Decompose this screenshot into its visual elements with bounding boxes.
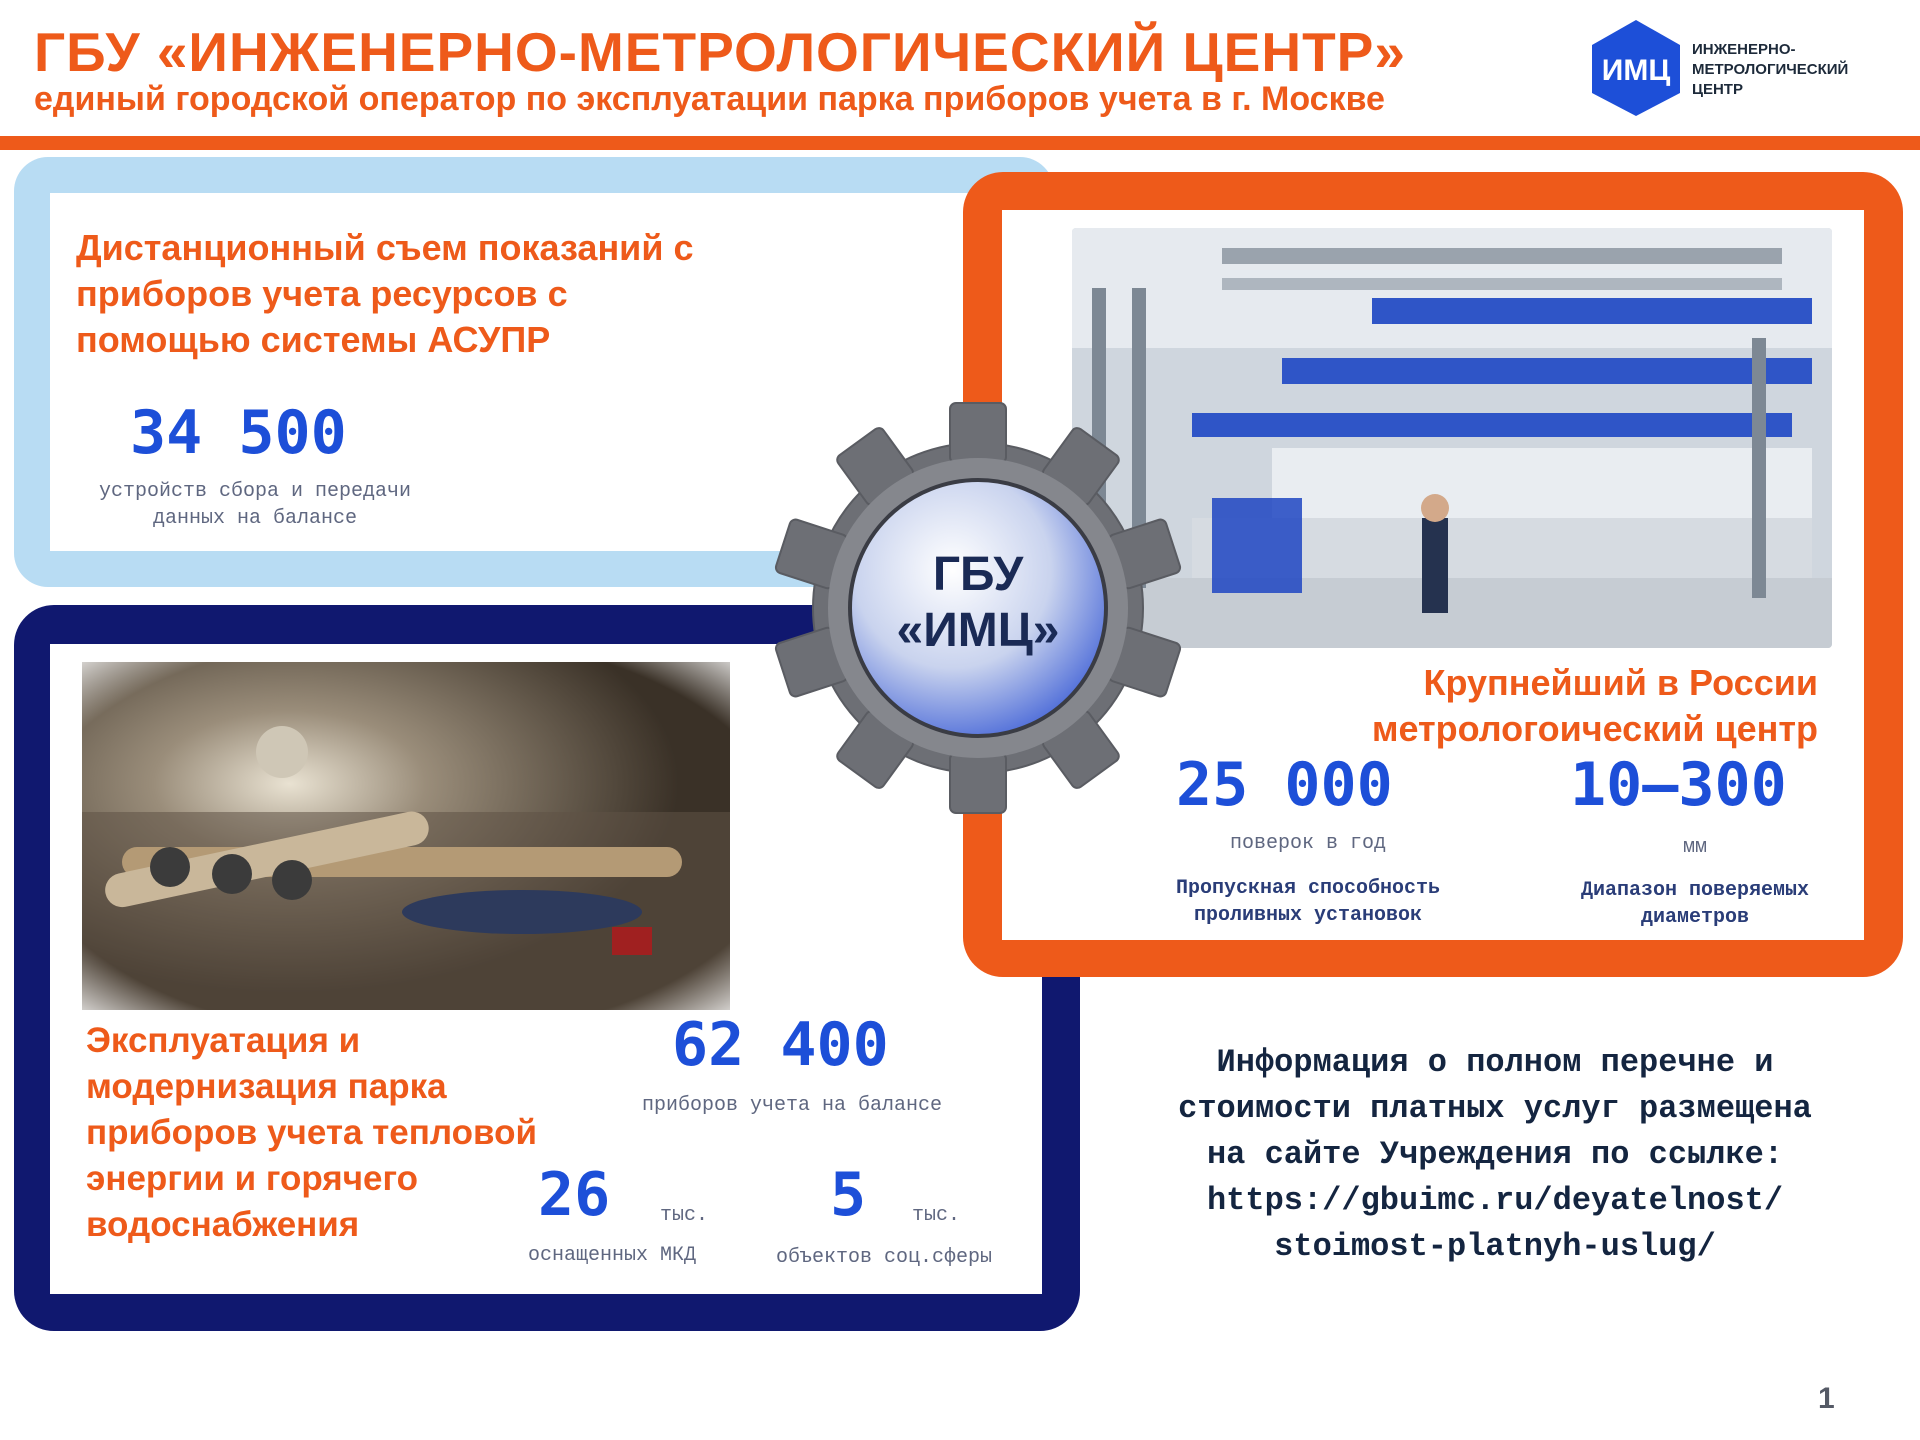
- info-link-line[interactable]: stoimost-platnyh-uslug/: [1274, 1228, 1716, 1265]
- metrology-stat2-value: 10–300: [1570, 750, 1787, 820]
- metrology-stat1-caption: [1148, 875, 1468, 929]
- logo-line: ИНЖЕНЕРНО-: [1692, 41, 1796, 58]
- remote-reading-stat-value: 34 500: [130, 398, 347, 468]
- logo-mark: ИМЦ: [1601, 54, 1671, 87]
- operation-stat3-caption: объектов соц.сферы: [776, 1246, 993, 1269]
- heading-line: энергии и горячего: [86, 1159, 419, 1198]
- heading-line: Дистанционный съем показаний с: [76, 227, 694, 268]
- header-divider: [0, 136, 1920, 150]
- gear-line-1: ГБУ: [932, 548, 1024, 601]
- operation-stat1-value: 62 400: [672, 1010, 889, 1080]
- info-line: на сайте Учреждения по ссылке:: [1206, 1136, 1784, 1173]
- caption-line: Диапазон поверяемых: [1580, 879, 1810, 902]
- heading-line: приборов учета ресурсов с: [76, 273, 568, 314]
- remote-reading-stat-caption: [60, 478, 450, 532]
- operation-stat2-unit: тыс.: [660, 1204, 709, 1227]
- logo-line: ЦЕНТР: [1692, 81, 1743, 98]
- caption-line: проливных установок: [1193, 904, 1423, 927]
- metrology-stat1-unit: поверок в год: [1229, 832, 1387, 855]
- operation-stat1-caption: приборов учета на балансе: [641, 1094, 943, 1117]
- info-line: Информация о полном перечне и: [1216, 1044, 1774, 1081]
- remote-reading-heading: [76, 225, 693, 363]
- metrology-stat1-value: 25 000: [1176, 750, 1393, 820]
- info-line: стоимости платных услуг размещена: [1178, 1090, 1812, 1127]
- page-subtitle: единый городской оператор по эксплуатации парка приборов учета в г. Москве: [34, 80, 1385, 118]
- operation-heading: [86, 1018, 537, 1248]
- caption-line: Пропускная способность: [1175, 877, 1441, 900]
- info-link-line[interactable]: https://gbuimc.ru/deyatelnost/: [1206, 1182, 1784, 1219]
- heading-line: модернизация парка: [86, 1067, 447, 1106]
- gbu-gear-emblem: [768, 398, 1188, 818]
- heading-line: помощью системы АСУПР: [76, 319, 551, 360]
- caption-line: диаметров: [1640, 906, 1750, 929]
- operation-stat2-value: 26: [538, 1160, 611, 1230]
- metrology-heading: [1200, 660, 1818, 752]
- logo-line: МЕТРОЛОГИЧЕСКИЙ: [1692, 61, 1849, 78]
- page-title: ГБУ «ИНЖЕНЕРНО-МЕТРОЛОГИЧЕСКИЙ ЦЕНТР»: [34, 21, 1406, 83]
- heading-line: Эксплуатация и: [86, 1021, 361, 1060]
- heading-line: водоснабжения: [86, 1205, 360, 1244]
- operation-stat2-caption: оснащенных МКД: [528, 1244, 697, 1267]
- caption-line: данных на балансе: [152, 507, 358, 530]
- page-number: 1: [1818, 1382, 1835, 1415]
- operation-stat3-value: 5: [830, 1160, 867, 1230]
- gear-line-2: «ИМЦ»: [896, 604, 1060, 657]
- metrology-stat2-caption: [1540, 877, 1850, 931]
- caption-line: устройств сбора и передачи: [98, 480, 412, 503]
- heading-line: приборов учета тепловой: [86, 1113, 538, 1152]
- operation-stat3-unit: тыс.: [912, 1204, 961, 1227]
- imc-logo-icon: [1588, 18, 1684, 118]
- heading-line: Крупнейший в России: [1423, 662, 1818, 703]
- logo-caption: [1692, 40, 1848, 100]
- welding-photo: [82, 662, 730, 1010]
- metrology-stat2-unit: мм: [1682, 836, 1707, 859]
- paid-services-info: [1100, 1040, 1890, 1270]
- heading-line: метрологоический центр: [1371, 708, 1818, 749]
